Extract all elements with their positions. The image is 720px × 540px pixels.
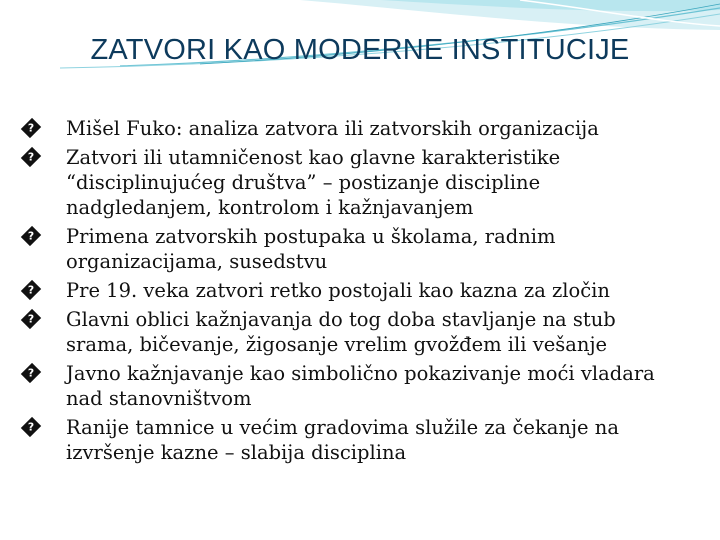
unknown-glyph-diamond-icon [20,225,65,247]
slide-title: ZATVORI KAO MODERNE INSTITUCIJE [90,34,630,66]
list-item [20,145,680,220]
unknown-glyph-diamond-icon [20,308,65,330]
bullet-list [20,116,680,469]
list-item [20,361,680,411]
unknown-glyph-diamond-icon [20,362,65,384]
unknown-glyph-diamond-icon [20,416,65,438]
list-item [20,415,680,465]
unknown-glyph-diamond-icon [20,146,65,168]
unknown-glyph-diamond-icon [20,279,65,301]
unknown-glyph-diamond-icon [20,117,65,139]
list-item [20,224,680,274]
bullet-text: Primena zatvorskih postupaka u školama, radnim organizacijama, susedstvu [66,225,556,273]
list-item [20,307,680,357]
bullet-text: Javno kažnjavanje kao simbolično pokazivanje moći vladara nad stanovništvom [66,362,655,410]
bullet-text: Zatvori ili utamničenost kao glavne karakteristike “disciplinujućeg društva” – postizanje discipline nadgledanjem, kontrolom i kažnjavanjem [66,146,561,219]
list-item [20,278,680,303]
bullet-text: Mišel Fuko: analiza zatvora ili zatvorskih organizacija [66,117,599,140]
bullet-text: Ranije tamnice u većim gradovima služile za čekanje na izvršenje kazne – slabija disciplina [66,416,619,464]
list-item [20,116,680,141]
bullet-text: Pre 19. veka zatvori retko postojali kao kazna za zločin [66,279,610,302]
bullet-text: Glavni oblici kažnjavanja do tog doba stavljanje na stub srama, bičevanje, žigosanje vrelim gvožđem ili vešanje [66,308,616,356]
